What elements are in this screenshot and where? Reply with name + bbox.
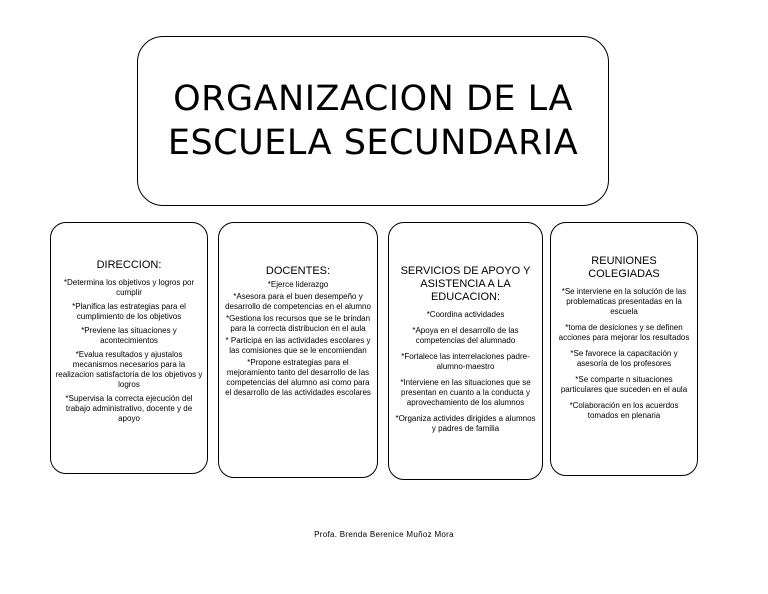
box-item: *Evalua resultados y ajustalos mecanismos necesarios para la realizacion satisfactoria de los objetivos y logros [55,350,203,389]
title-line-1: ORGANIZACION DE LA [173,79,573,119]
box-direccion [50,222,208,474]
box-item: *Ejerce liderazgo [267,280,329,289]
box-heading: REUNIONES COLEGIADAS [588,255,660,280]
box-heading: DOCENTES: [265,265,331,277]
box-item: *Colaboración en los acuerdos tomados en plenaria [569,401,679,420]
box-item: *Apoya en el desarrollo de las competencias del alumnado [412,326,519,345]
box-item: *Gestiona los recursos que se le brindan para la correcta distribucion en el aula [225,314,371,333]
box-item: *toma de desiciones y se definen acciones para mejorar los resultados [558,323,690,342]
box-item: *Se favorece la capacitación y asesoría de los profesores [570,349,678,368]
box-item: *Previene las situaciones y acontecimientos [81,326,177,345]
box-item: *Planifica las estrategias para el cumplimiento de los objetivos [72,302,186,321]
box-item: *Propone estrategias para el mejoramiento tanto del desarrollo de las competencias del alumno asi como para el desarrollo de las actividades escolares [225,358,371,397]
title-line-2: ESCUELA SECUNDARIA [167,123,579,163]
box-reuniones-colegiadas [550,222,698,476]
box-item: *Supervisa la correcta ejecución del trabajo administrativo, docente y de apoyo [65,394,193,423]
box-item: * Participa en las actividades escolares y las comisiones que se le encomiendan [225,336,371,355]
box-item: *Organiza activides dirigides a alumnos y padres de familia [395,414,536,433]
box-item: *Interviene en las situaciones que se presentan en cuanto a la conducta y aprovechamiento de los alumnos [400,378,531,407]
box-item: *Asesora para el buen desempeño y desarrollo de competencias en el alumno [225,292,371,311]
box-item: *Determina los objetivos y logros por cumplir [63,278,195,297]
box-heading: SERVICIOS DE APOYO Y ASISTENCIA A LA EDUCACION: [400,265,531,303]
box-item: *Fortalece las interrelaciones padre-alumno-maestro [401,352,530,371]
box-item: *Se comparte n situaciones particulares que suceden en el aula [560,375,688,394]
box-servicios-de-apoyo [388,222,543,480]
author-footer: Profa. Brenda Berenice Muñoz Mora [314,530,454,539]
box-docentes [218,222,378,478]
box-heading: DIRECCION: [96,259,162,271]
box-item: *Se interviene en la solución de las problematicas presentadas en la escuela [561,287,687,316]
title-box [137,36,609,206]
box-item: *Coordina actividades [426,310,505,319]
